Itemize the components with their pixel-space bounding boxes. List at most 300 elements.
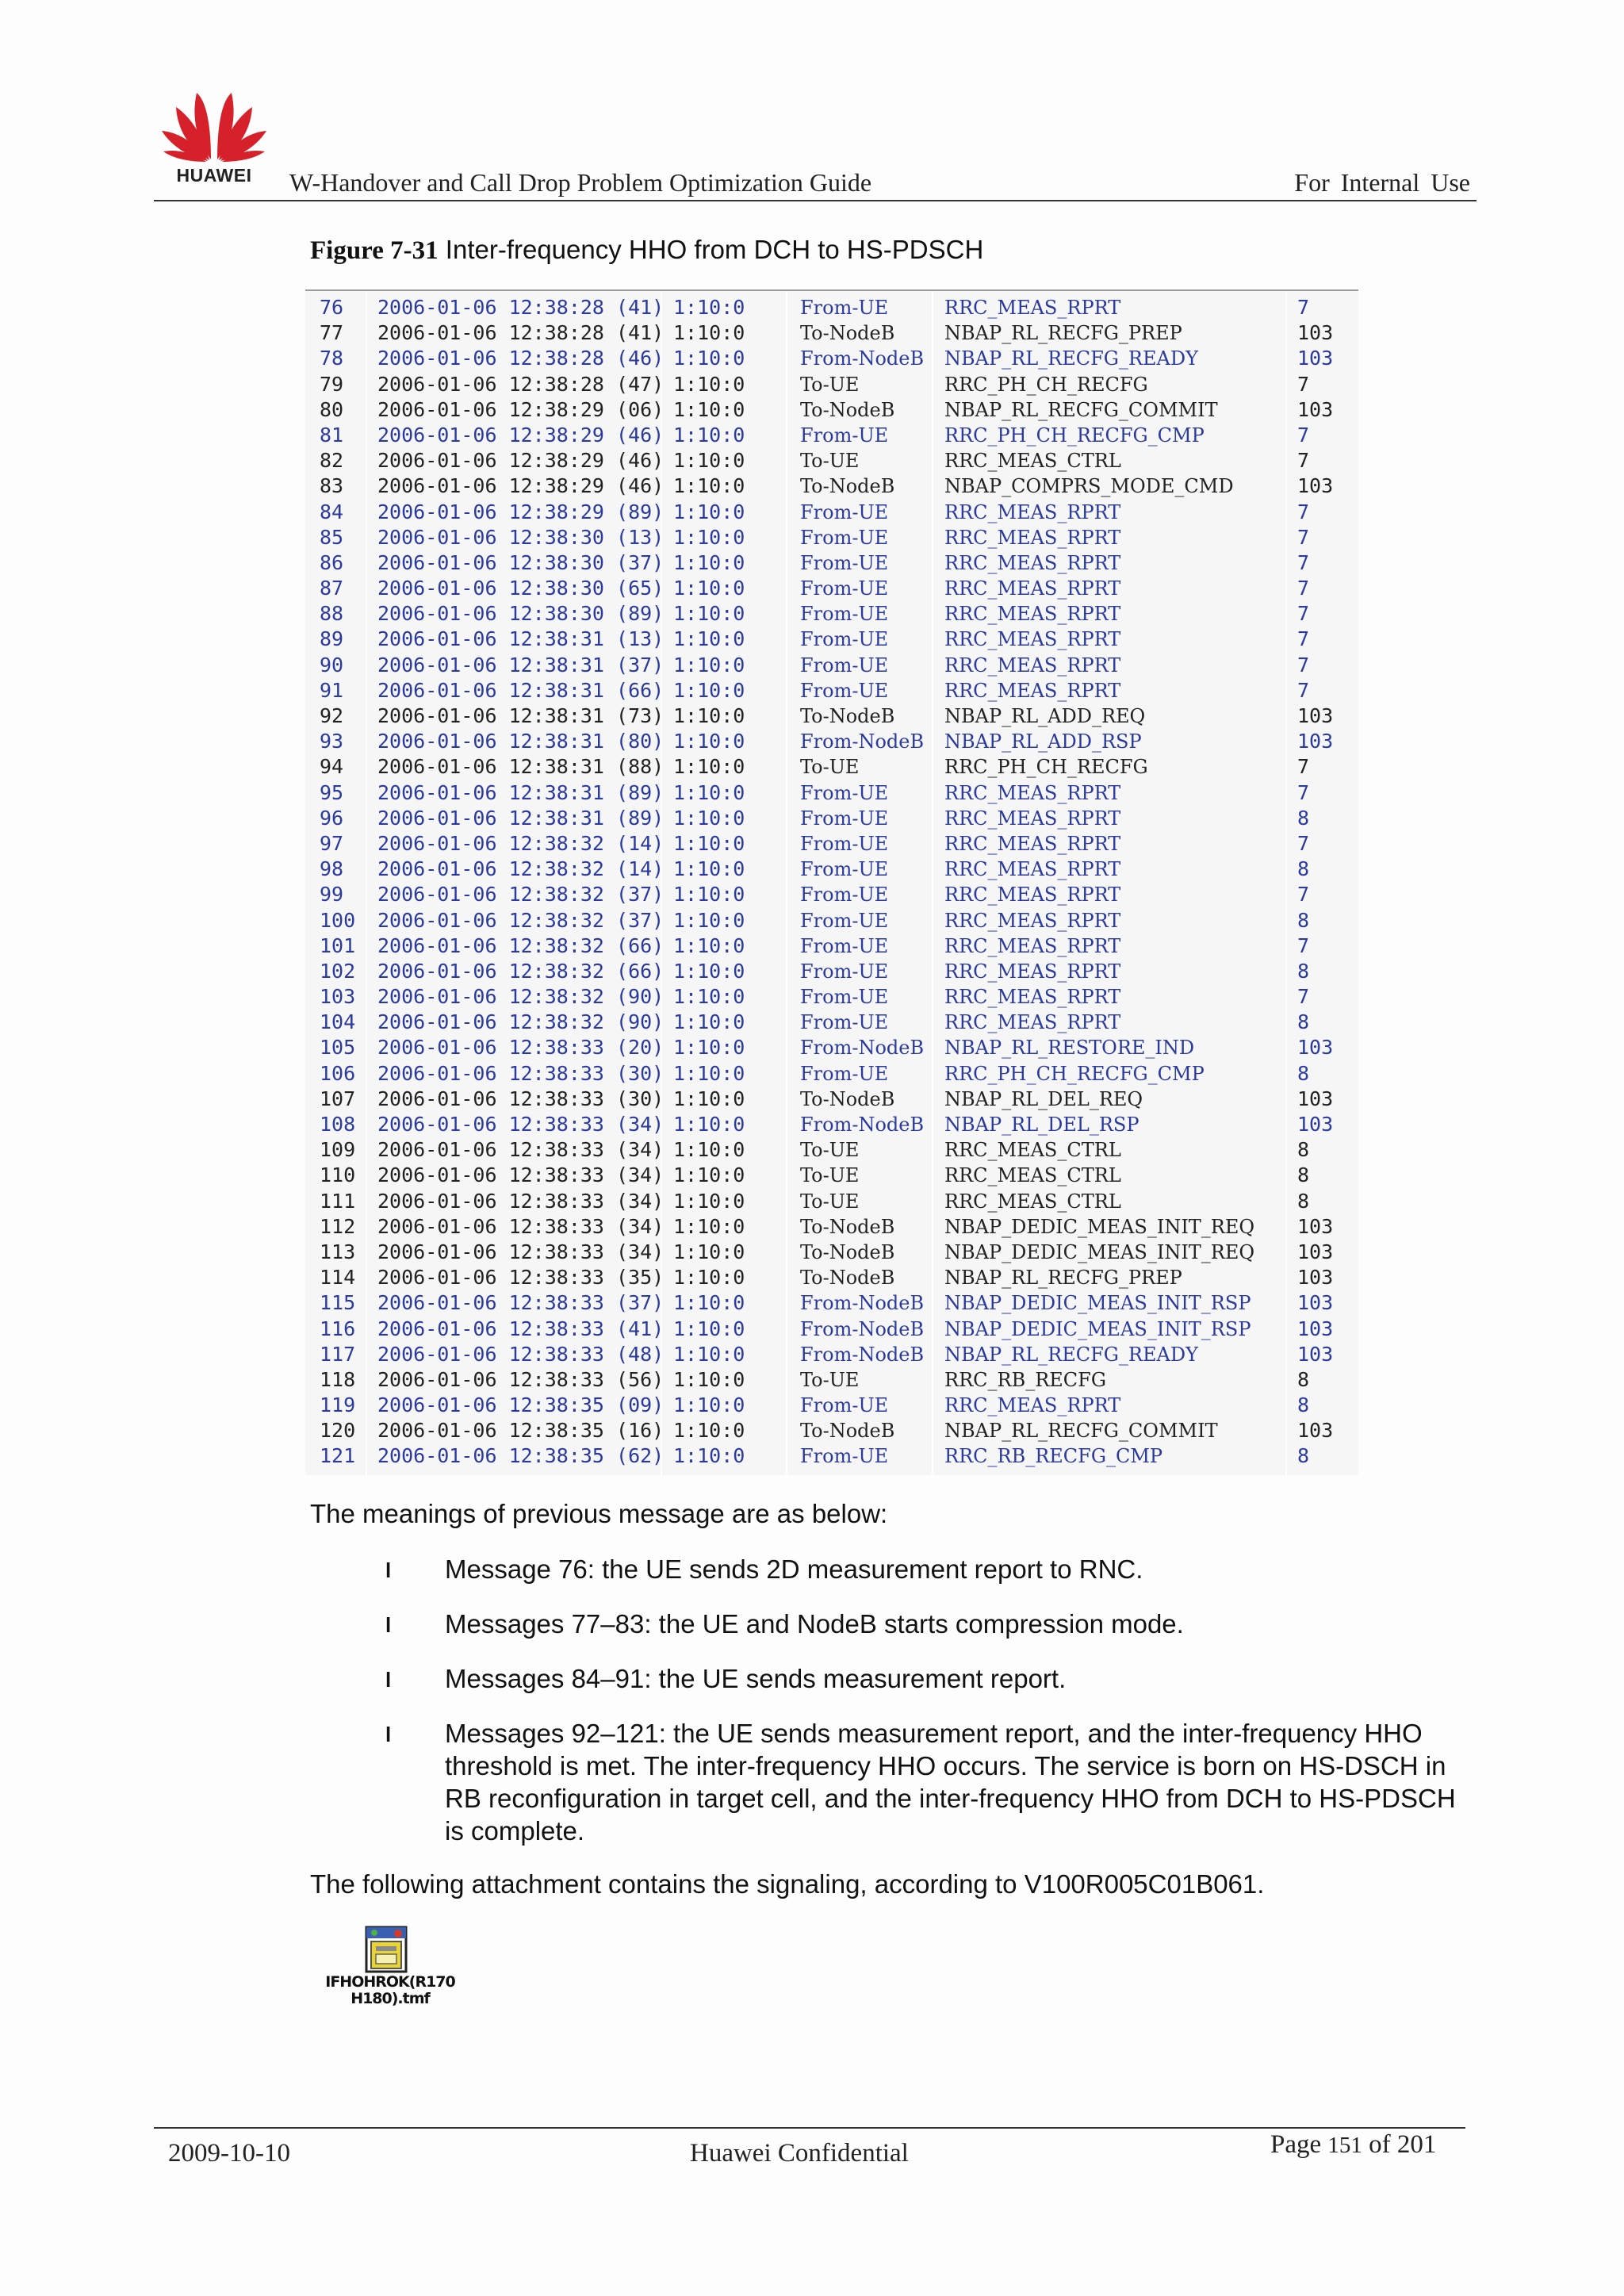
message-number: 98	[320, 857, 344, 881]
message-number: 110	[320, 1163, 356, 1187]
message-number: 90	[320, 653, 344, 677]
message-name: RRC_PH_CH_RECFG	[944, 756, 1148, 779]
message-name: RRC_MEAS_RPRT	[944, 1011, 1121, 1034]
message-timestamp: 2006-01-06 12:38:33 (34)	[377, 1163, 665, 1187]
message-length: 8	[1297, 1010, 1310, 1034]
message-length: 7	[1297, 372, 1310, 396]
cell-id: 1:10:0	[673, 1419, 745, 1443]
message-name: NBAP_RL_DEL_RSP	[944, 1114, 1139, 1136]
message-length: 7	[1297, 883, 1310, 907]
message-name: RRC_MEAS_RPRT	[944, 832, 1121, 855]
message-name: RRC_MEAS_RPRT	[944, 960, 1121, 983]
message-number: 86	[320, 550, 344, 574]
message-length: 7	[1297, 423, 1310, 447]
message-number: 80	[320, 397, 344, 421]
message-number: 111	[320, 1189, 356, 1213]
message-direction: From-UE	[800, 858, 889, 881]
signaling-trace-table	[305, 289, 1358, 1475]
message-number: 88	[320, 602, 344, 626]
message-length: 7	[1297, 755, 1310, 779]
message-timestamp: 2006-01-06 12:38:35 (16)	[377, 1419, 665, 1443]
message-direction: From-NodeB	[800, 1317, 925, 1340]
trace-row	[305, 372, 1358, 397]
cell-id: 1:10:0	[673, 1291, 745, 1315]
message-number: 79	[320, 372, 344, 396]
message-direction: To-UE	[800, 1139, 860, 1162]
trace-row	[305, 397, 1358, 423]
trace-row	[305, 1290, 1358, 1316]
message-number: 102	[320, 959, 356, 983]
attachment-filename-line: IFHOHROK(R170	[325, 1973, 455, 1991]
message-length: 103	[1297, 1266, 1334, 1290]
current-page: 151	[1327, 2133, 1362, 2158]
trace-row	[305, 1393, 1358, 1418]
message-name: NBAP_RL_ADD_REQ	[944, 705, 1146, 727]
message-name: RRC_MEAS_CTRL	[944, 450, 1121, 473]
message-timestamp: 2006-01-06 12:38:31 (13)	[377, 627, 665, 651]
cell-id: 1:10:0	[673, 959, 745, 983]
bullet-marker: l	[385, 1668, 392, 1692]
bullet-item: Message 76: the UE sends 2D measurement report to RNC.	[445, 1554, 1143, 1584]
message-direction: From-UE	[800, 577, 889, 600]
page-number	[1270, 2130, 1436, 2160]
message-direction: From-NodeB	[800, 347, 925, 370]
attachment-paragraph: The following attachment contains the signaling, according to V100R005C01B061.	[310, 1869, 1265, 1899]
message-direction: To-NodeB	[800, 1267, 895, 1290]
message-length: 7	[1297, 550, 1310, 574]
message-length: 7	[1297, 627, 1310, 651]
message-timestamp: 2006-01-06 12:38:32 (66)	[377, 933, 665, 957]
message-direction: From-NodeB	[800, 1114, 925, 1136]
cell-id: 1:10:0	[673, 627, 745, 651]
trace-row	[305, 729, 1358, 754]
document-title: W-Handover and Call Drop Problem Optimization Guide	[289, 168, 872, 197]
message-name: NBAP_COMPRS_MODE_CMD	[944, 475, 1234, 498]
message-number: 116	[320, 1317, 356, 1340]
message-number: 103	[320, 985, 356, 1009]
message-length: 7	[1297, 525, 1310, 549]
message-length: 8	[1297, 1393, 1310, 1417]
logo-wordmark: HUAWEI	[176, 165, 252, 186]
message-timestamp: 2006-01-06 12:38:31 (88)	[377, 755, 665, 779]
message-name: RRC_MEAS_RPRT	[944, 297, 1121, 319]
message-name: NBAP_DEDIC_MEAS_INIT_RSP	[944, 1317, 1251, 1340]
cell-id: 1:10:0	[673, 908, 745, 932]
trace-row	[305, 1342, 1358, 1367]
message-name: RRC_MEAS_RPRT	[944, 500, 1121, 523]
message-length: 103	[1297, 704, 1334, 727]
message-length: 8	[1297, 806, 1310, 830]
trace-row	[305, 933, 1358, 959]
message-direction: To-UE	[800, 756, 860, 779]
message-name: RRC_MEAS_CTRL	[944, 1139, 1121, 1162]
message-number: 85	[320, 525, 344, 549]
cell-id: 1:10:0	[673, 449, 745, 473]
cell-id: 1:10:0	[673, 525, 745, 549]
message-name: RRC_MEAS_RPRT	[944, 577, 1121, 600]
message-length: 103	[1297, 397, 1334, 421]
message-timestamp: 2006-01-06 12:38:28 (41)	[377, 321, 665, 345]
message-name: RRC_MEAS_RPRT	[944, 807, 1121, 830]
message-direction: From-NodeB	[800, 1343, 925, 1366]
message-number: 87	[320, 577, 344, 600]
message-timestamp: 2006-01-06 12:38:31 (66)	[377, 678, 665, 702]
message-timestamp: 2006-01-06 12:38:31 (89)	[377, 806, 665, 830]
message-length: 103	[1297, 474, 1334, 498]
message-length: 103	[1297, 1240, 1334, 1263]
message-direction: To-UE	[800, 1368, 860, 1391]
message-length: 103	[1297, 1291, 1334, 1315]
message-number: 84	[320, 500, 344, 523]
message-number: 117	[320, 1342, 356, 1366]
cell-id: 1:10:0	[673, 577, 745, 600]
message-direction: From-UE	[800, 551, 889, 574]
cell-id: 1:10:0	[673, 1010, 745, 1034]
cell-id: 1:10:0	[673, 1087, 745, 1110]
trace-row	[305, 1112, 1358, 1137]
message-length: 7	[1297, 602, 1310, 626]
cell-id: 1:10:0	[673, 1444, 745, 1468]
cell-id: 1:10:0	[673, 397, 745, 421]
trace-row	[305, 1010, 1358, 1035]
trace-row	[305, 1418, 1358, 1443]
trace-row	[305, 1035, 1358, 1060]
message-timestamp: 2006-01-06 12:38:31 (80)	[377, 730, 665, 753]
document-classification: For Internal Use	[1294, 168, 1470, 197]
huawei-petals-icon	[159, 83, 270, 163]
cell-id: 1:10:0	[673, 1138, 745, 1162]
message-timestamp: 2006-01-06 12:38:30 (89)	[377, 602, 665, 626]
message-length: 8	[1297, 908, 1310, 932]
trace-row	[305, 882, 1358, 907]
message-number: 109	[320, 1138, 356, 1162]
message-name: RRC_MEAS_CTRL	[944, 1190, 1121, 1213]
message-length: 7	[1297, 449, 1310, 473]
message-timestamp: 2006-01-06 12:38:33 (56)	[377, 1367, 665, 1391]
message-name: RRC_RB_RECFG_CMP	[944, 1445, 1163, 1468]
message-length: 103	[1297, 1214, 1334, 1238]
cell-id: 1:10:0	[673, 321, 745, 345]
message-name: NBAP_DEDIC_MEAS_INIT_REQ	[944, 1240, 1255, 1263]
message-length: 103	[1297, 347, 1334, 370]
trace-row	[305, 1087, 1358, 1112]
trace-row	[305, 1240, 1358, 1265]
trace-row	[305, 959, 1358, 984]
message-name: RRC_PH_CH_RECFG_CMP	[944, 1062, 1205, 1085]
trace-row	[305, 525, 1358, 550]
message-direction: From-UE	[800, 1394, 889, 1417]
message-number: 99	[320, 883, 344, 907]
message-direction: From-UE	[800, 1011, 889, 1034]
message-direction: To-UE	[800, 450, 860, 473]
message-length: 8	[1297, 959, 1310, 983]
bullet-item: Messages 77–83: the UE and NodeB starts compression mode.	[445, 1609, 1184, 1639]
cell-id: 1:10:0	[673, 653, 745, 677]
trace-row	[305, 295, 1358, 320]
message-name: NBAP_RL_RECFG_READY	[944, 1343, 1198, 1366]
of-label: of	[1369, 2130, 1391, 2159]
cell-id: 1:10:0	[673, 755, 745, 779]
message-number: 97	[320, 831, 344, 855]
figure-label: Figure 7-31	[310, 236, 439, 265]
trace-row	[305, 423, 1358, 448]
message-name: RRC_MEAS_RPRT	[944, 551, 1121, 574]
cell-id: 1:10:0	[673, 933, 745, 957]
message-length: 103	[1297, 1087, 1334, 1110]
message-number: 77	[320, 321, 344, 345]
trace-row	[305, 473, 1358, 499]
message-direction: From-UE	[800, 1445, 889, 1468]
figure-title: Inter-frequency HHO from DCH to HS-PDSCH	[445, 235, 984, 264]
trace-row	[305, 908, 1358, 933]
bullet-item: Messages 92–121: the UE sends measurement report, and the inter-frequency HHO threshold is met. The inter-frequency HHO occurs. The service is born on HS-DSCH in RB reconfiguration in target cell, and the inter-frequency HHO from DCH to HS-PDSCH is complete.	[445, 1719, 1456, 1846]
message-direction: From-UE	[800, 960, 889, 983]
cell-id: 1:10:0	[673, 1113, 745, 1136]
bullet-marker: l	[385, 1558, 392, 1582]
message-direction: To-NodeB	[800, 1240, 895, 1263]
message-number: 105	[320, 1036, 356, 1060]
cell-id: 1:10:0	[673, 347, 745, 370]
message-direction: To-UE	[800, 373, 860, 396]
message-name: NBAP_RL_RESTORE_IND	[944, 1037, 1195, 1060]
message-timestamp: 2006-01-06 12:38:29 (46)	[377, 423, 665, 447]
message-timestamp: 2006-01-06 12:38:29 (06)	[377, 397, 665, 421]
message-name: RRC_MEAS_RPRT	[944, 1394, 1121, 1417]
message-direction: From-UE	[800, 297, 889, 319]
message-length: 8	[1297, 1138, 1310, 1162]
message-number: 107	[320, 1087, 356, 1110]
trace-row	[305, 754, 1358, 780]
trace-row	[305, 806, 1358, 831]
message-direction: From-UE	[800, 986, 889, 1009]
message-number: 114	[320, 1266, 356, 1290]
message-length: 7	[1297, 500, 1310, 523]
message-name: RRC_MEAS_RPRT	[944, 603, 1121, 626]
bullet-marker: l	[385, 1723, 392, 1746]
message-timestamp: 2006-01-06 12:38:33 (20)	[377, 1036, 665, 1060]
message-length: 8	[1297, 1189, 1310, 1213]
trace-row	[305, 1367, 1358, 1393]
bullet-item: Messages 84–91: the UE sends measurement report.	[445, 1664, 1067, 1693]
message-direction: To-NodeB	[800, 1215, 895, 1238]
message-length: 8	[1297, 1163, 1310, 1187]
cell-id: 1:10:0	[673, 1036, 745, 1060]
message-timestamp: 2006-01-06 12:38:30 (37)	[377, 550, 665, 574]
huawei-logo	[159, 83, 270, 190]
message-timestamp: 2006-01-06 12:38:30 (65)	[377, 577, 665, 600]
message-number: 92	[320, 704, 344, 727]
message-name: RRC_MEAS_RPRT	[944, 909, 1121, 932]
cell-id: 1:10:0	[673, 1163, 745, 1187]
message-number: 118	[320, 1367, 356, 1391]
message-length: 8	[1297, 1367, 1310, 1391]
message-timestamp: 2006-01-06 12:38:33 (37)	[377, 1291, 665, 1315]
message-direction: To-NodeB	[800, 705, 895, 727]
cell-id: 1:10:0	[673, 1393, 745, 1417]
trace-row	[305, 601, 1358, 627]
trace-row	[305, 1061, 1358, 1087]
figure-caption	[310, 235, 983, 266]
message-number: 96	[320, 806, 344, 830]
message-number: 112	[320, 1214, 356, 1238]
trace-rows	[305, 295, 1358, 1470]
message-length: 7	[1297, 985, 1310, 1009]
message-timestamp: 2006-01-06 12:38:33 (34)	[377, 1138, 665, 1162]
cell-id: 1:10:0	[673, 883, 745, 907]
message-direction: To-UE	[800, 1164, 860, 1187]
message-name: RRC_MEAS_RPRT	[944, 858, 1121, 881]
message-name: NBAP_DEDIC_MEAS_INIT_REQ	[944, 1215, 1255, 1238]
cell-id: 1:10:0	[673, 806, 745, 830]
message-length: 7	[1297, 296, 1310, 319]
message-timestamp: 2006-01-06 12:38:33 (35)	[377, 1266, 665, 1290]
cell-id: 1:10:0	[673, 602, 745, 626]
cell-id: 1:10:0	[673, 500, 745, 523]
cell-id: 1:10:0	[673, 1367, 745, 1391]
message-name: RRC_MEAS_RPRT	[944, 781, 1121, 804]
message-name: NBAP_RL_RECFG_PREP	[944, 1267, 1182, 1290]
message-direction: From-UE	[800, 424, 889, 447]
message-timestamp: 2006-01-06 12:38:29 (46)	[377, 449, 665, 473]
message-number: 94	[320, 755, 344, 779]
message-name: NBAP_DEDIC_MEAS_INIT_RSP	[944, 1292, 1251, 1315]
trace-row	[305, 703, 1358, 729]
trace-row	[305, 1265, 1358, 1290]
trace-row	[305, 780, 1358, 806]
message-number: 108	[320, 1113, 356, 1136]
message-direction: To-NodeB	[800, 475, 895, 498]
message-timestamp: 2006-01-06 12:38:33 (48)	[377, 1342, 665, 1366]
message-length: 7	[1297, 678, 1310, 702]
message-length: 8	[1297, 1061, 1310, 1085]
message-direction: From-UE	[800, 628, 889, 651]
cell-id: 1:10:0	[673, 550, 745, 574]
message-name: NBAP_RL_DEL_REQ	[944, 1087, 1143, 1110]
message-timestamp: 2006-01-06 12:38:32 (14)	[377, 857, 665, 881]
trace-row	[305, 857, 1358, 882]
trace-row	[305, 576, 1358, 601]
message-length: 103	[1297, 1036, 1334, 1060]
message-direction: From-UE	[800, 781, 889, 804]
message-timestamp: 2006-01-06 12:38:33 (34)	[377, 1189, 665, 1213]
message-timestamp: 2006-01-06 12:38:31 (89)	[377, 780, 665, 804]
message-direction: From-UE	[800, 832, 889, 855]
message-direction: From-UE	[800, 500, 889, 523]
trace-row	[305, 1317, 1358, 1342]
message-name: NBAP_RL_ADD_RSP	[944, 730, 1142, 753]
trace-row	[305, 500, 1358, 525]
cell-id: 1:10:0	[673, 423, 745, 447]
message-direction: From-UE	[800, 603, 889, 626]
message-number: 89	[320, 627, 344, 651]
message-length: 103	[1297, 1342, 1334, 1366]
cell-id: 1:10:0	[673, 857, 745, 881]
cell-id: 1:10:0	[673, 678, 745, 702]
cell-id: 1:10:0	[673, 780, 745, 804]
message-name: RRC_MEAS_CTRL	[944, 1164, 1121, 1187]
message-timestamp: 2006-01-06 12:38:28 (41)	[377, 296, 665, 319]
message-timestamp: 2006-01-06 12:38:29 (89)	[377, 500, 665, 523]
message-length: 8	[1297, 1444, 1310, 1468]
message-timestamp: 2006-01-06 12:38:35 (62)	[377, 1444, 665, 1468]
message-name: RRC_PH_CH_RECFG	[944, 373, 1148, 396]
cell-id: 1:10:0	[673, 1266, 745, 1290]
cell-id: 1:10:0	[673, 1189, 745, 1213]
footer-confidential: Huawei Confidential	[690, 2139, 909, 2168]
trace-row	[305, 550, 1358, 576]
message-timestamp: 2006-01-06 12:38:32 (90)	[377, 1010, 665, 1034]
message-timestamp: 2006-01-06 12:38:31 (73)	[377, 704, 665, 727]
message-number: 95	[320, 780, 344, 804]
message-name: RRC_MEAS_RPRT	[944, 526, 1121, 549]
message-timestamp: 2006-01-06 12:38:33 (30)	[377, 1061, 665, 1085]
message-number: 119	[320, 1393, 356, 1417]
message-number: 100	[320, 908, 356, 932]
message-name: RRC_MEAS_RPRT	[944, 934, 1121, 957]
total-pages: 201	[1396, 2130, 1437, 2159]
message-timestamp: 2006-01-06 12:38:33 (34)	[377, 1240, 665, 1263]
message-number: 113	[320, 1240, 356, 1263]
message-direction: From-UE	[800, 934, 889, 957]
message-direction: From-UE	[800, 807, 889, 830]
message-name: NBAP_RL_RECFG_READY	[944, 347, 1198, 370]
message-direction: From-NodeB	[800, 1037, 925, 1060]
message-name: NBAP_RL_RECFG_COMMIT	[944, 398, 1218, 421]
cell-id: 1:10:0	[673, 985, 745, 1009]
message-number: 104	[320, 1010, 356, 1034]
message-length: 103	[1297, 730, 1334, 753]
message-number: 106	[320, 1061, 356, 1085]
trace-row	[305, 1214, 1358, 1240]
message-timestamp: 2006-01-06 12:38:33 (34)	[377, 1113, 665, 1136]
message-number: 78	[320, 347, 344, 370]
attachment-filename[interactable]	[311, 1974, 469, 2007]
message-length: 8	[1297, 857, 1310, 881]
cell-id: 1:10:0	[673, 831, 745, 855]
message-name: RRC_RB_RECFG	[944, 1368, 1106, 1391]
message-timestamp: 2006-01-06 12:38:33 (41)	[377, 1317, 665, 1340]
message-number: 83	[320, 474, 344, 498]
footer-divider	[154, 2127, 1465, 2129]
message-direction: From-UE	[800, 526, 889, 549]
cell-id: 1:10:0	[673, 1317, 745, 1340]
cell-id: 1:10:0	[673, 1214, 745, 1238]
cell-id: 1:10:0	[673, 1240, 745, 1263]
cell-id: 1:10:0	[673, 730, 745, 753]
message-timestamp: 2006-01-06 12:38:32 (66)	[377, 959, 665, 983]
message-direction: From-UE	[800, 884, 889, 907]
header-divider	[154, 200, 1477, 201]
message-length: 7	[1297, 933, 1310, 957]
message-timestamp: 2006-01-06 12:38:31 (37)	[377, 653, 665, 677]
message-name: NBAP_RL_RECFG_COMMIT	[944, 1420, 1218, 1443]
footer-date: 2009-10-10	[168, 2139, 290, 2168]
cell-id: 1:10:0	[673, 296, 745, 319]
intro-paragraph: The meanings of previous message are as below:	[310, 1499, 888, 1528]
message-length: 7	[1297, 831, 1310, 855]
message-number: 93	[320, 730, 344, 753]
message-timestamp: 2006-01-06 12:38:32 (90)	[377, 985, 665, 1009]
trace-row	[305, 1443, 1358, 1469]
trace-row	[305, 346, 1358, 371]
message-direction: From-UE	[800, 1062, 889, 1085]
message-timestamp: 2006-01-06 12:38:30 (13)	[377, 525, 665, 549]
cell-id: 1:10:0	[673, 474, 745, 498]
message-timestamp: 2006-01-06 12:38:33 (34)	[377, 1214, 665, 1238]
cell-id: 1:10:0	[673, 1342, 745, 1366]
message-length: 103	[1297, 1113, 1334, 1136]
file-attachment-icon[interactable]	[362, 1924, 412, 1973]
